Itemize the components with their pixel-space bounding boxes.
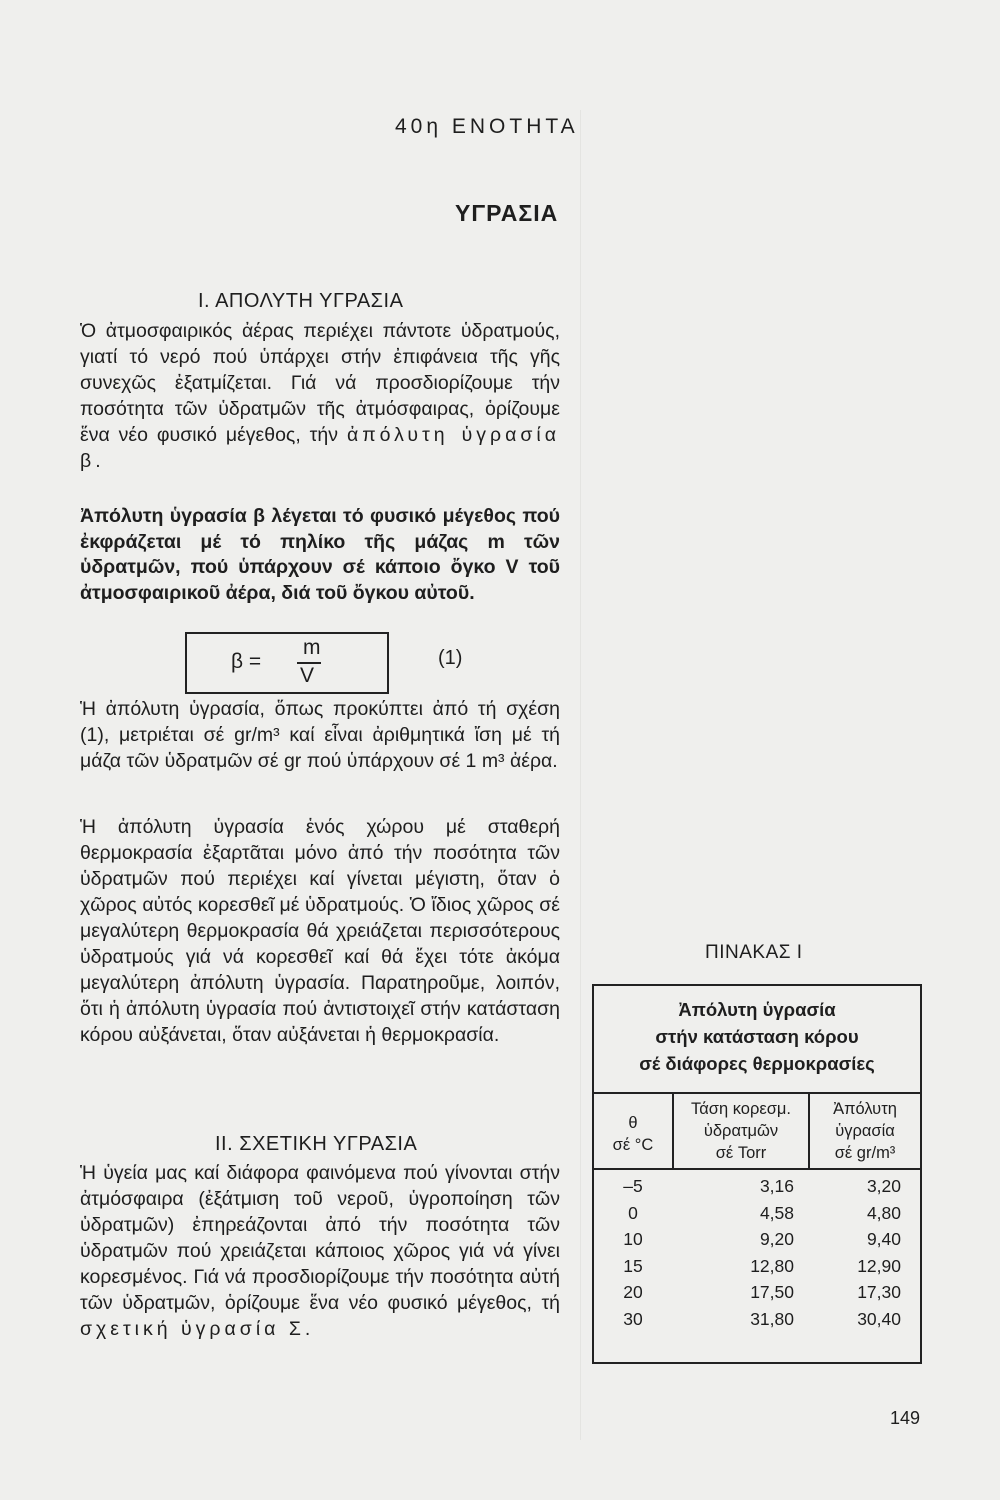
- relative-text: Ἡ ὑγεία μας καί διάφορα φαινόμενα πού γίνονται στήν ἀτμόσφαιρα (ἐξάτμιση τοῦ νεροῦ, ὑγροποίηση τῶν ὑδρατμῶν) ἐπηρεάζονται ἀπό τήν ποσότητα τῶν ὑδρατμῶν πού χρειάζεται κάποιος χῶρος γιά νά γίνει κορεσμένος. Γιά νά προσδιορίζουμε τήν ποσότητα αὐτή τῶν ὑδρατμῶν, ὁρίζουμε ἕνα νέο φυσικό μέγεθος, τή: [80, 1162, 560, 1314]
- table-title: ΠΙΝΑΚΑΣ Ι: [705, 942, 803, 963]
- relative-humidity-paragraph: [80, 1160, 560, 1342]
- header-line: σέ °C: [612, 1136, 654, 1154]
- table-row: [594, 1282, 920, 1309]
- cell-humidity: 12,90: [857, 1255, 901, 1276]
- header-line: ὑγρασία: [835, 1122, 895, 1140]
- formula-label: (1): [438, 647, 463, 669]
- table-body: [594, 1176, 920, 1335]
- header-line: ὑδρατμῶν: [703, 1122, 779, 1140]
- column-header-pressure: [674, 1098, 808, 1164]
- cell-humidity: 30,40: [857, 1308, 901, 1329]
- humidity-table: [592, 984, 922, 1364]
- cell-pressure: 3,16: [759, 1176, 794, 1196]
- chapter-title: ΥΓΡΑΣΙΑ: [455, 200, 559, 226]
- intro-text: Ὁ ἀτμοσφαιρικός ἀέρας περιέχει πάντοτε ὑδρατμούς, γιατί τό νερό πού ὑπάρχει στήν ἐπιφάνεια τῆς γῆς συνεχῶς ἐξατμίζεται. Γιά νά προσδιορίζουμε τήν ποσότητα τῶν ὑδρατμῶν τῆς ἀτμόσφαιρας, ὁρίζουμε ἕνα νέο φυσικό μέγεθος, τήν: [80, 320, 560, 446]
- header-line: θ: [628, 1114, 638, 1132]
- section-1-heading: Ι. ΑΠΟΛΥΤΗ ΥΓΡΑΣΙΑ: [198, 290, 404, 312]
- cell-pressure: 12,80: [750, 1255, 794, 1276]
- column-header-temperature: [594, 1112, 672, 1156]
- cell-humidity: 17,30: [857, 1282, 901, 1302]
- column-header-absolute-humidity: [810, 1098, 920, 1164]
- intro-paragraph: [80, 318, 560, 474]
- header-line: σέ Torr: [715, 1144, 767, 1162]
- caption-line: Ἀπόλυτη ὑγρασία: [678, 999, 836, 1020]
- table-row: [594, 1176, 920, 1203]
- definition-paragraph: Ἀπόλυτη ὑγρασία β λέγεται τό φυσικό μέγεθος πού ἐκφράζεται μέ τό πηλίκο τῆς μάζας m τῶν ὑδρατμῶν, πού ὑπάρχουν σέ κάποιο ὄγκο V τοῦ ἀτμοσφαιρικοῦ ἀέρα, διά τοῦ ὄγκου αὐτοῦ.: [80, 505, 560, 604]
- table-row: [594, 1229, 920, 1256]
- cell-temperature: 10: [623, 1229, 643, 1249]
- formula-numerator: m: [303, 636, 321, 659]
- intro-term: ἀπόλυτη ὑγρασία β.: [80, 424, 560, 472]
- cell-pressure: 4,58: [759, 1202, 794, 1223]
- cell-temperature: 0: [628, 1202, 638, 1223]
- formula-lhs: β =: [231, 650, 262, 673]
- cell-pressure: 9,20: [759, 1229, 794, 1249]
- section-2-heading: ΙΙ. ΣΧΕΤΙΚΗ ΥΓΡΑΣΙΑ: [215, 1133, 418, 1155]
- cell-temperature: –5: [623, 1176, 643, 1196]
- caption-line: σέ διάφορες θερμοκρασίες: [639, 1053, 875, 1074]
- cell-humidity: 9,40: [866, 1229, 901, 1249]
- formula-box: [185, 632, 389, 694]
- header-line: σέ gr/m³: [834, 1144, 896, 1162]
- cell-humidity: 3,20: [866, 1176, 901, 1196]
- page-number: 149: [890, 1408, 921, 1428]
- units-paragraph: Ἡ ἀπόλυτη ὑγρασία, ὅπως προκύπτει ἀπό τή σχέση (1), μετριέται σέ gr/m³ καί εἶναι ἀριθμητικά ἴση μέ τή μάζα τῶν ὑδρατμῶν σέ gr πού ὑπάρχουν σέ 1 m³ ἀέρα.: [80, 698, 560, 772]
- header-rule: [594, 1168, 920, 1170]
- unit-heading: 40η ΕΝΟΤΗΤΑ: [395, 115, 579, 138]
- cell-temperature: 20: [623, 1282, 643, 1302]
- saturation-paragraph: Ἡ ἀπόλυτη ὑγρασία ἑνός χώρου μέ σταθερή θερμοκρασία ἐξαρτᾶται μόνο ἀπό τήν ποσότητα τῶν ὑδρατμῶν πού περιέχει καί γίνεται μέγιστη, ὅταν ὁ χῶρος αὐτός κορεσθεῖ μέ ὑδρατμούς. Ὁ ἴδιος χῶρος σέ μεγαλύτερη θερμοκρασία θά χρειάζεται περισσότερους ὑδρατμούς γιά νά κορεσθεῖ καί θά ἔχει τότε ἀκόμα μεγαλύτερη ἀπόλυτη ὑγρασία. Παρατηροῦμε, λοιπόν, ὅτι ἡ ἀπόλυτη ὑγρασία πού ἀντιστοιχεῖ στήν κατάσταση κόρου αὐξάνεται, ὅταν αὐξάνεται ἡ θερμοκρασία.: [80, 816, 560, 1046]
- table-row: [594, 1203, 920, 1230]
- formula-denominator: V: [300, 664, 315, 687]
- relative-term: σχετική ὑγρασία Σ.: [80, 1318, 315, 1340]
- cell-pressure: 31,80: [750, 1308, 794, 1329]
- header-line: Ἀπόλυτη: [833, 1100, 897, 1118]
- table-row: [594, 1256, 920, 1283]
- cell-pressure: 17,50: [750, 1282, 794, 1302]
- cell-temperature: 30: [623, 1308, 643, 1329]
- cell-temperature: 15: [623, 1255, 643, 1276]
- cell-humidity: 4,80: [866, 1202, 901, 1223]
- table-caption: [594, 986, 920, 1094]
- header-line: Τάση κορεσμ.: [691, 1100, 791, 1118]
- caption-line: στήν κατάσταση κόρου: [655, 1026, 859, 1047]
- table-row: [594, 1309, 920, 1336]
